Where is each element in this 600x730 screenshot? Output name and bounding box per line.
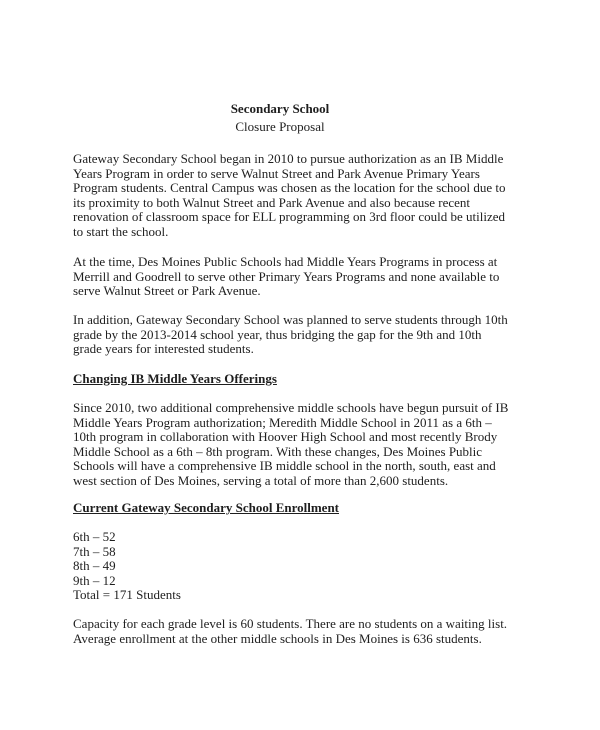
text-line: west section of Des Moines, serving a total of more than 2,600 students.	[73, 472, 449, 488]
document-subtitle: Closure Proposal	[235, 119, 325, 134]
heading-enrollment: Current Gateway Secondary School Enrollment	[73, 500, 340, 515]
heading-changing-offerings: Changing IB Middle Years Offerings	[73, 371, 277, 386]
enrollment-list	[73, 530, 181, 603]
text-line: to start the school.	[73, 223, 169, 239]
text-line: Total = 171 Students	[73, 587, 181, 603]
text-line: Average enrollment at the other middle schools in Des Moines is 636 students.	[73, 630, 482, 646]
text-line: 10th program in collaboration with Hoover High School and most recently Brody	[73, 429, 498, 445]
document-title: Secondary School	[230, 101, 330, 116]
text-line: Gateway Secondary School began in 2010 to pursue authorization as an IB Middle	[73, 151, 504, 166]
text-line: Schools will have a comprehensive IB middle school in the north, south, east and	[73, 458, 496, 474]
paragraph-offerings	[73, 401, 508, 489]
text-line: Middle Years Program authorization; Meredith Middle School in 2011 as a 6th –	[73, 414, 492, 430]
text-line: grade years for interested students.	[73, 341, 254, 357]
text-line: Program students. Central Campus was chosen as the location for the school due to	[73, 180, 506, 196]
text-line: 6th – 52	[73, 529, 116, 544]
paragraph-history	[73, 152, 506, 240]
text-line: 7th – 58	[73, 543, 116, 559]
text-line: Merrill and Goodrell to serve other Primary Years Programs and none available to	[73, 268, 500, 284]
text-line: 8th – 49	[73, 558, 116, 574]
text-line: Years Program in order to serve Walnut Street and Park Avenue Primary Years	[73, 165, 480, 181]
paragraph-context	[73, 255, 499, 299]
text-line: At the time, Des Moines Public Schools had Middle Years Programs in process at	[73, 254, 498, 269]
text-line: its proximity to both Walnut Street and Park Avenue and also because recent	[73, 194, 471, 210]
text-line: Since 2010, two additional comprehensive middle schools have begun pursuit of IB	[73, 400, 509, 415]
text-line: renovation of classroom space for ELL programming on 3rd floor could be utilized	[73, 209, 506, 225]
text-line: grade by the 2013-2014 school year, thus bridging the gap for the 9th and 10th	[73, 326, 482, 342]
text-line: In addition, Gateway Secondary School was planned to serve students through 10th	[73, 312, 508, 327]
paragraph-capacity	[73, 617, 507, 646]
text-line: serve Walnut Street or Park Avenue.	[73, 283, 261, 299]
paragraph-plan	[73, 313, 508, 357]
text-line: 9th – 12	[73, 572, 116, 588]
text-line: Middle School as a 6th – 8th program. With these changes, Des Moines Public	[73, 443, 483, 459]
text-line: Capacity for each grade level is 60 students. There are no students on a waiting list.	[73, 616, 508, 631]
